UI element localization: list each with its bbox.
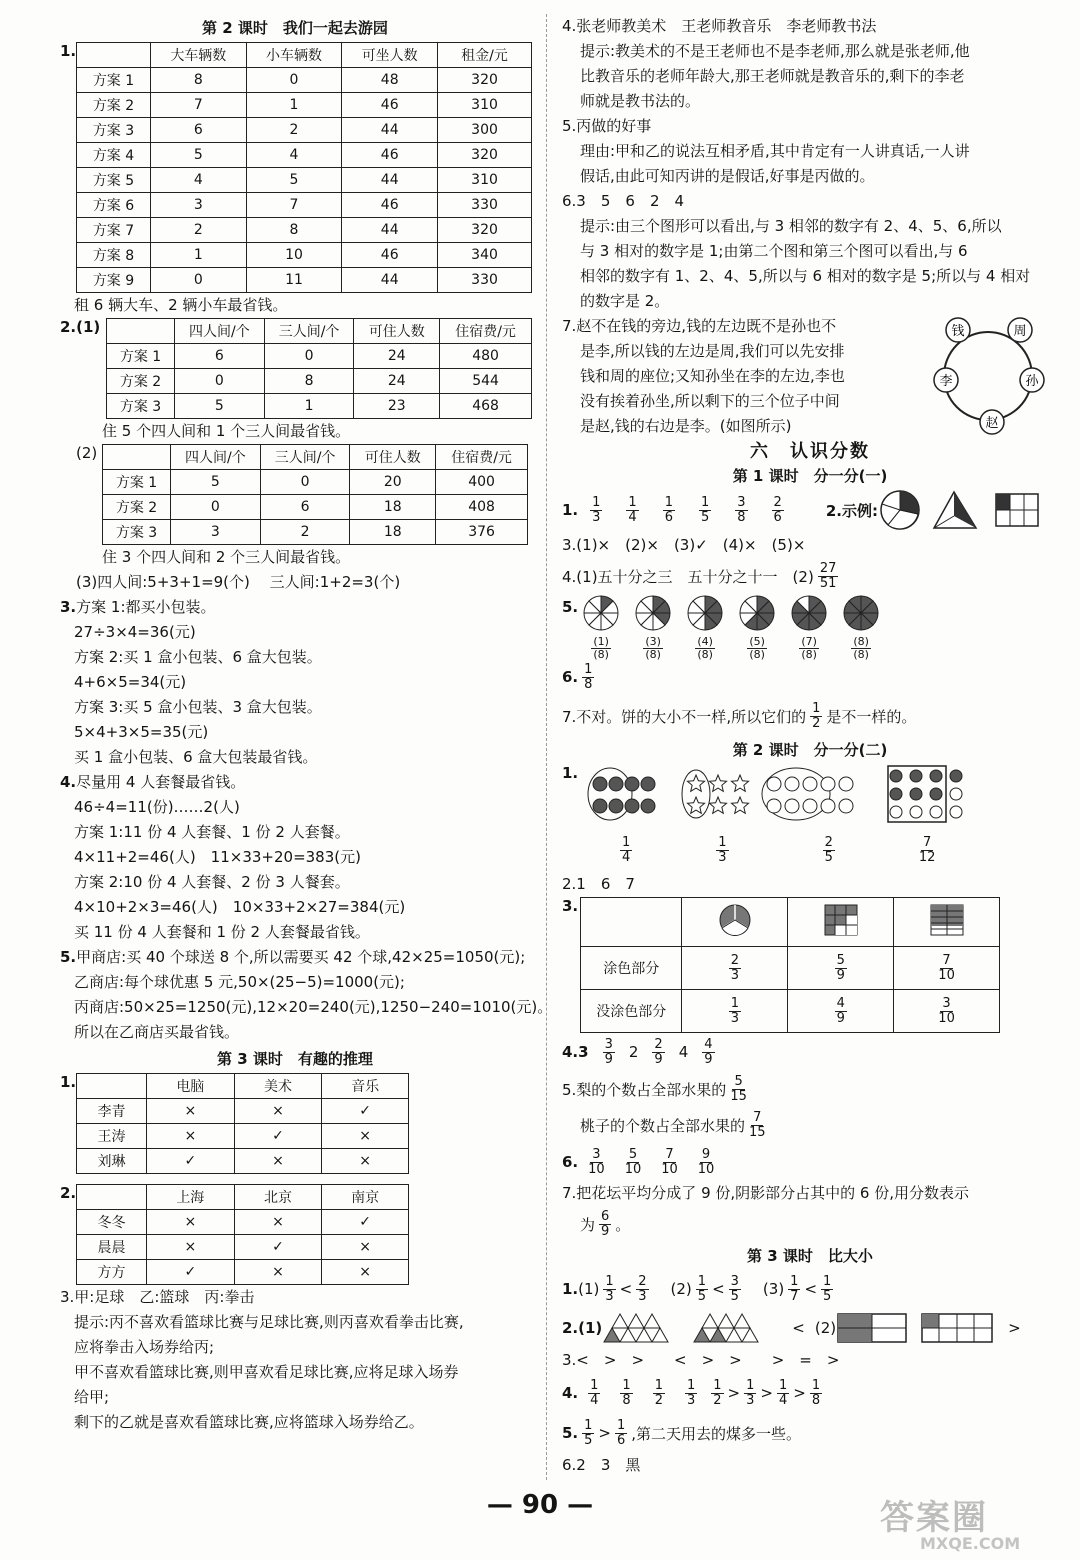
watermark-logo: 答案圈	[880, 1498, 988, 1538]
triangle-example-icon	[934, 492, 976, 528]
fraction: $\frac{1}{4}$	[778, 1377, 788, 1408]
q1-fractions	[578, 496, 796, 525]
pie-example-icon	[881, 491, 919, 529]
fraction: (1) (8)	[593, 635, 609, 661]
q5b-pear: 5.梨的个数占全部水果的	[562, 1080, 727, 1099]
left-column: 第 2 课时 我们一起去游园 1. 大车辆数 小车辆数 可坐人数 租金/元 方案 1 8 0 48 320 方案 2 7 1 46 310 方案 3 6 2 44 300 方案 4 5 4 46 320 方案 5 4 5 44 310 方案 6 3 7 46 330 方案 7 2 8 44 320 方案 8 1 10 46 340 方案 9 0 11 44 330 租 6 辆大车、2 辆小车最省钱。 2.(1) 四人间/个 三人间/个 可住人数 住宿费/元 方案 1 6 0 24 480 方案 2 0 8 24 544 方案 3 5 1 23 468 住 5 个四人间和 1 个三人间最省钱。 (2) 四人间/个 三人间/个 可住人数 住宿费/元 方案 1 5 0 20 400 方案 2 0 6 18 408 方案 3 3 2 18 376 住 3 个四人间和 2 个三人间最省钱。 (3)四人间:5+3+1=9(个) 三人间:1+2=3(个) 3.方案 1:都买小包装。 27÷3×4=36(元) 方案 2:买 1 盒小包装、6 盒大包装。 4+6×5=34(元) 方案 3:买 5 盒小包装、3 盒大包装。 5×4+3×5=35(元) 买 1 盒小包装、6 盒大包装最省钱。 4.尽量用 4 人套餐最省钱。 46÷4=11(份)……2(人) 方案 1:11 份 4 人套餐、1 份 2 人套餐。 4×11+2=46(人) 11×33+20=383(元) 方案 2:10 份 4 人套餐、2 份 3 人餐套。 4×10+2×3=46(人) 10×33+2×27=384(元) 买 11 份 4 人套餐和 1 份 2 人套餐最省钱。 5.甲商店:买 40 个球送 8 个,所以需要买 42 个球,42×25=1050(元); 乙商店:每个球优惠 5 元,50×(25−5)=1000(元); 丙商店:50×25=1250(元),12×20=240(元),1250−240=1010(元)。 所以在乙商店买最省钱。 第 3 课时 有趣的推理 1. 电脑 美术 音乐 李青 × × ✓ 王涛 × ✓ × 刘琳 ✓ × × 2. 上海 北京 南京 冬冬 × × ✓ 晨晨 × ✓ × 方方 ✓ × × 3.甲:足球 乙:篮球 丙:拳击 提示:丙不喜欢看篮球比赛与足球比赛,则丙喜欢看拳击比赛, 应将拳击入场券给丙; 甲不喜欢看篮球比赛,则甲喜欢看足球比赛,应将足球入场券 给甲; 剩下的乙就是喜欢看篮球比赛,应将篮球入场券给乙。	[56, 14, 534, 1435]
table-header: 大车辆数 小车辆数 可坐人数 租金/元	[77, 43, 532, 68]
grid-shape-icon	[821, 903, 861, 937]
table-row: 方案 2 0 6 18 408	[103, 495, 528, 520]
fraction: $\frac{3}{10}$	[938, 995, 955, 1026]
r-q6-block: 6.3 5 6 2 4 提示:由三个图形可以看出,与 3 相邻的数字有 2、4、5、6,所以 与 3 相对的数字是 1;由第二个图和第三个图可以看出,与 6 相邻的数字有 1、2、4、5,所以与 6 相对的数字是 5;所以与 4 相对 的数字是 2。	[562, 192, 1031, 310]
table-row: 方案 7 2 8 44 320	[77, 218, 532, 243]
grid-bars-icon	[836, 1312, 996, 1344]
fraction: $\frac{9}{10}$	[697, 1146, 715, 1177]
table-row: 没涂色部分 $\frac{1}{3}$ $\frac{4}{9}$ $\frac{3}{10}$	[581, 990, 1000, 1033]
fraction: $\frac{1}{8}$	[811, 1377, 821, 1408]
table-header: 四人间/个 三人间/个 可住人数 住宿费/元	[107, 319, 532, 344]
q1b-label: 1.	[562, 764, 579, 782]
r-q4-block: 4.张老师教美术 王老师教音乐 李老师教书法 提示:教美术的不是王老师也不是李老师,那么就是张老师,他 比教音乐的老师年龄大,那王老师就是教音乐的,剩下的李老 师就是教书法的。	[562, 17, 970, 110]
triangle-rows-icon	[602, 1312, 782, 1344]
table-row: 方案 1 6 0 24 480	[107, 344, 532, 369]
grid-example-icon	[996, 494, 1038, 526]
table-header: 电脑 美术 音乐	[77, 1074, 409, 1099]
c4-line: 4. $\frac{1}{4}$ $\frac{1}{8}$ $\frac{1}{2}$ $\frac{1}{3}$ $\frac{1}{2}$ > $\frac{1}{3}$ > $\frac{1}{4}$ > $\frac{1}{8}$	[562, 1377, 821, 1408]
q6-label: 6.	[562, 668, 579, 686]
lodging-table-2	[102, 444, 528, 545]
fraction: $\frac{2}{6}$	[773, 494, 782, 525]
q3b-line: 3.甲:足球 乙:篮球 丙:拳击	[60, 1288, 255, 1306]
fraction: $\frac{3}{5}$	[730, 1273, 739, 1304]
rental-note: 租 6 辆大车、2 辆小车最省钱。	[74, 296, 288, 314]
table-row: 王涛 × ✓ ×	[77, 1124, 409, 1149]
q3-block: 3.方案 1:都买小包装。 27÷3×4=36(元) 方案 2:买 1 盒小包装、6 盒大包装。 4+6×5=34(元) 方案 3:买 5 盒小包装、3 盒大包装。 5×4+3×5=35(元) 买 1 盒小包装、6 盒大包装最省钱。	[60, 598, 322, 766]
fraction: $\frac{1}{4}$	[590, 1377, 599, 1408]
shade-table	[580, 897, 1000, 1033]
lodging-note-2: 住 3 个四人间和 2 个三人间最省钱。	[102, 548, 351, 566]
bars-shape-icon	[927, 903, 967, 937]
watermark-url: MXQE.COM	[920, 1534, 1021, 1553]
column-divider	[546, 14, 547, 1480]
c2-line: 2.(1) < (2) >	[562, 1308, 1058, 1348]
pie-icon	[842, 594, 880, 661]
fraction: $\frac{1}{3}$	[730, 995, 740, 1026]
fraction: $\frac{4}{9}$	[836, 995, 845, 1026]
q2b-line: 2.1 6 7	[562, 875, 635, 893]
fraction: $\frac{1}{2}$	[713, 1377, 722, 1408]
pie-row	[582, 594, 894, 661]
q1-label: 1.	[562, 501, 579, 519]
fraction: $\frac{1}{5}$	[823, 1273, 832, 1304]
table-row: 方案 8 1 10 46 340	[77, 243, 532, 268]
page-number: — 90 —	[486, 1490, 594, 1520]
peach-icons	[762, 768, 853, 820]
fruit-groups	[586, 764, 986, 824]
fraction: (8) (8)	[853, 635, 869, 661]
hobby-table	[76, 1073, 409, 1174]
table-row: 方案 2 0 8 24 544	[107, 369, 532, 394]
lesson3-title: 第 3 课时 有趣的推理	[217, 1050, 373, 1068]
fraction: $\frac{2}{5}$	[824, 834, 833, 865]
example-shapes	[878, 488, 1048, 532]
l2-title: 第 2 课时 分一分(二)	[732, 741, 888, 759]
q2-label: 2.示例:	[825, 501, 878, 520]
q4-block: 4.尽量用 4 人套餐最省钱。 46÷4=11(份)……2(人) 方案 1:11 份 4 人套餐、1 份 2 人套餐。 4×11+2=46(人) 11×33+20=383(元) 方案 2:10 份 4 人套餐、2 份 3 人餐套。 4×10+2×3=46(人) 10×33+2×27=384(元) 买 11 份 4 人套餐和 1 份 2 人套餐最省钱。	[60, 773, 406, 941]
fraction: $\frac{2}{3}$	[638, 1273, 647, 1304]
q4-text: 4.(1)五十分之三 五十分之十一 (2)	[562, 567, 814, 586]
table-row: 方案 9 0 11 44 330	[77, 268, 532, 293]
table-row: 方案 1 8 0 48 320	[77, 68, 532, 93]
pie-icon	[738, 594, 776, 661]
q6b-fractions: 6. $\frac{3}{10}$ $\frac{5}{10}$ $\frac{7}{10}$ $\frac{9}{10}$	[562, 1146, 715, 1177]
lodging-table-1	[106, 318, 532, 419]
q4b-line: 4.3 $\frac{3}{9}$ 2 $\frac{2}{9}$ 4 $\frac{4}{9}$	[562, 1036, 713, 1067]
fraction: $\frac{2}{3}$	[730, 952, 740, 983]
l3-title: 第 3 课时 比大小	[747, 1247, 873, 1265]
table-row: 方案 3 3 2 18 376	[103, 520, 528, 545]
table-row: 方案 3 5 1 23 468	[107, 394, 532, 419]
fraction: $\frac{1}{8}$	[622, 1377, 631, 1408]
fraction: (5) (8)	[749, 635, 765, 661]
fraction: $\frac{7}{10}$	[938, 952, 955, 983]
q2-2-number: (2)	[76, 444, 98, 462]
fraction: $\frac{3}{8}$	[737, 494, 746, 525]
table-row: 方案 5 4 5 44 310	[77, 168, 532, 193]
c1-line: 1. (1) $\frac{1}{3}$ < $\frac{2}{3}$ (2) $\frac{1}{5}$ < $\frac{3}{5}$ (3) $\frac{1}{7}$ < $\frac{1}{5}$	[562, 1273, 832, 1304]
fraction: $\frac{1}{3}$	[686, 1377, 696, 1408]
q3b-hints: 提示:丙不喜欢看篮球比赛与足球比赛,则丙喜欢看拳击比赛, 应将拳击入场券给丙; 甲不喜欢看篮球比赛,则甲喜欢看足球比赛,应将足球入场券 给甲; 剩下的乙就是喜欢看篮球比赛,应将篮球入场券给乙。	[74, 1313, 464, 1431]
table-row: 晨晨 × ✓ ×	[77, 1235, 409, 1260]
pie-icon	[634, 594, 672, 661]
fraction: (4) (8)	[697, 635, 713, 661]
fraction: $\frac{1}{2}$	[654, 1377, 663, 1408]
fraction: $\frac{5}{10}$	[624, 1146, 642, 1177]
r-q5-block: 5.丙做的好事 理由:甲和乙的说法互相矛盾,其中肯定有一人讲真话,一人讲 假话,由此可知丙讲的是假话,好事是丙做的。	[562, 117, 970, 185]
fraction: $\frac{1}{6}$	[664, 494, 673, 525]
apple-icons	[588, 768, 655, 820]
table-row: 方方 ✓ × ×	[77, 1260, 409, 1285]
fraction: $\frac{3}{10}$	[588, 1146, 605, 1177]
table-header	[581, 898, 1000, 947]
table-header: 上海 北京 南京	[77, 1185, 409, 1210]
fraction: $\frac{1}{5}$	[697, 1273, 707, 1304]
q4-fraction: $\frac{27}{51}$	[819, 560, 837, 591]
table-row: 冬冬 × × ✓	[77, 1210, 409, 1235]
fraction: (7) (8)	[801, 635, 817, 661]
star-icons	[682, 770, 749, 818]
q5-block: 5.甲商店:买 40 个球送 8 个,所以需要买 42 个球,42×25=1050(元); 乙商店:每个球优惠 5 元,50×(25−5)=1000(元); 丙商店:50×25=1250(元),12×20=240(元),1250−240=1010(元)。 所以在乙商店买最省钱。	[60, 948, 553, 1041]
seat-label: 钱	[951, 324, 965, 339]
pie-icon	[582, 594, 620, 661]
seat-label: 周	[1013, 324, 1027, 339]
circle-shape-icon	[715, 903, 755, 937]
lesson2-title: 第 2 课时 我们一起去游园	[202, 19, 388, 37]
pie-icon	[790, 594, 828, 661]
q5-label: 5.	[562, 598, 579, 616]
table-row: 方案 4 5 4 46 320	[77, 143, 532, 168]
q7-text: 7.不对。饼的大小不一样,所以它们的	[562, 707, 807, 726]
fraction: $\frac{1}{3}$	[592, 494, 601, 525]
table-row: 李青 × × ✓	[77, 1099, 409, 1124]
table-header: 四人间/个 三人间/个 可住人数 住宿费/元	[103, 445, 528, 470]
right-column: 4.张老师教美术 王老师教音乐 李老师教书法 提示:教美术的不是王老师也不是李老师,那么就是张老师,他 比教音乐的老师年龄大,那王老师就是教音乐的,剩下的李老 师就是教书法的。 5.丙做的好事 理由:甲和乙的说法互相矛盾,其中肯定有一人讲真话,一人讲 假话,由此可知丙讲的是假话,好事是丙做的。 6.3 5 6 2 4 提示:由三个图形可以看出,与 3 相邻的数字有 2、4、5、6,所以 与 3 相对的数字是 1;由第二个图和第三个图可以看出,与 6 相邻的数字有 1、2、4、5,所以与 6 相对的数字是 5;所以与 4 相对 的数字是 2。 7.赵不在钱的旁边,钱的左边既不是孙也不 是李,所以钱的左边是周,我们可以先安排 钱和周的座位;又知孙坐在李的左边,李也 没有挨着孙坐,所以剩下的三个位子中间 是赵,钱的右边是李。(如图所示) 钱 周 孙 赵 李 六 认识分数 第 1 课时 分一分(一) 1. $\frac{1}{3}$ $\frac{1}{4}$ $\frac{1}{6}$ $\frac{1}{5}$ $\frac{3}{8}$ $\frac{2}{6}$ 2.示例: 3.(1)× (2)× (3)✓ (4)× (5)× 4.(1)五十分之三 五十分之十一 (2) $\frac{27}{51}$ 5. (1) (8) (3) (8) (4) (8) (5) (8) (7) (8) (8) (8) 6. $\frac{1}{8}$ 7.不对。饼的大小不一样,所以它们的 $\frac{1}{2}$ 是不一样的。 第 2 课时 分一分(二) 1. $\frac{1}{4}$ $\frac{1}{3}$ $\frac{2}{5}$ $\frac{7}{12}$ 2.1 6 7 3. 涂色部分 $\frac{2}{3}$ $\frac{5}{9}$ $\frac{7}{10}$ 没涂色部分 $\frac{1}{3}$ $\frac{4}{9}$ $\frac{3}{10}$ 4.3 $\frac{3}{9}$ 2 $\frac{2}{9}$ 4 $\frac{4}{9}$ 5.梨的个数占全部水果的 $\frac{5}{15}$ 桃子的个数占全部水果的 $\frac{7}{15}$ 6. $\frac{3}{10}$ $\frac{5}{10}$ $\frac{7}{10}$ $\frac{9}{10}$ 7.把花坛平均分成了 9 份,阴影部分占其中的 6 份,用分数表示 为 $\frac{6}{9}$ 。 第 3 课时 比大小 1. (1) $\frac{1}{3}$ < $\frac{2}{3}$ (2) $\frac{1}{5}$ < $\frac{3}{5}$ (3) $\frac{1}{7}$ < $\frac{1}{5}$ 2.(1) < (2) > 3.< > > < > > > = > 4. $\frac{1}{4}$ $\frac{1}{8}$ $\frac{1}{2}$ $\frac{1}{3}$ $\frac{1}{2}$ > $\frac{1}{3}$ > $\frac{1}{4}$ > $\frac{1}{8}$ 5. $\frac{1}{5}$ > $\frac{1}{6}$ ,第二天用去的煤多一些。 6.2 3 黑	[562, 14, 1058, 1478]
q2-1-number: 2.(1)	[60, 318, 101, 336]
fraction: $\frac{1}{4}$	[622, 834, 631, 865]
fraction: $\frac{1}{3}$	[718, 834, 727, 865]
c6-line: 6.2 3 黑	[562, 1456, 641, 1474]
seat-diagram	[928, 316, 1048, 436]
seat-label: 孙	[1025, 374, 1039, 389]
seat-label: 赵	[985, 416, 999, 431]
l1-title: 第 1 课时 分一分(一)	[732, 467, 888, 485]
c3-line: 3.< > > < > > > = >	[562, 1351, 840, 1369]
fraction: (3) (8)	[645, 635, 661, 661]
fraction: $\frac{1}{3}$	[605, 1273, 614, 1304]
seat-label: 李	[939, 374, 953, 389]
fraction: $\frac{7}{12}$	[918, 834, 936, 865]
fraction: $\frac{1}{4}$	[628, 494, 637, 525]
table-row: 方案 6 3 7 46 330	[77, 193, 532, 218]
rental-table	[76, 42, 532, 293]
flower-icons	[888, 766, 962, 822]
fraction: $\frac{1}{5}$	[700, 494, 710, 525]
chapter6-title: 六 认识分数	[750, 441, 870, 462]
q2-3-line: (3)四人间:5+3+1=9(个) 三人间:1+2=3(个)	[76, 573, 401, 591]
q7b-line1: 7.把花坛平均分成了 9 份,阴影部分占其中的 6 份,用分数表示	[562, 1184, 970, 1202]
table-row: 方案 3 6 2 44 300	[77, 118, 532, 143]
r-q7-block: 7.赵不在钱的旁边,钱的左边既不是孙也不 是李,所以钱的左边是周,我们可以先安排 钱和周的座位;又知孙坐在李的左边,李也 没有挨着孙坐,所以剩下的三个位子中间 是赵,钱的右边是李。(如图所示)	[562, 317, 845, 435]
fraction: $\frac{7}{10}$	[661, 1146, 678, 1177]
q3-line: 3.(1)× (2)× (3)✓ (4)× (5)×	[562, 536, 806, 554]
table-row: 方案 1 5 0 20 400	[103, 470, 528, 495]
table-row: 涂色部分 $\frac{2}{3}$ $\frac{5}{9}$ $\frac{7}{10}$	[581, 947, 1000, 990]
lodging-note-1: 住 5 个四人间和 1 个三人间最省钱。	[102, 422, 351, 440]
fraction: $\frac{1}{7}$	[790, 1273, 799, 1304]
fraction: $\frac{1}{3}$	[746, 1377, 755, 1408]
table-row: 刘琳 ✓ × ×	[77, 1149, 409, 1174]
city-table	[76, 1184, 409, 1285]
q5b-peach: 桃子的个数占全部水果的	[580, 1116, 746, 1135]
c5-line: 5. $\frac{1}{5}$ > $\frac{1}{6}$ ,第二天用去的煤多一些。	[562, 1417, 802, 1448]
q1b-fractions	[562, 828, 1058, 872]
table-row: 方案 2 7 1 46 310	[77, 93, 532, 118]
fraction: $\frac{5}{9}$	[836, 952, 845, 983]
pie-icon	[686, 594, 724, 661]
